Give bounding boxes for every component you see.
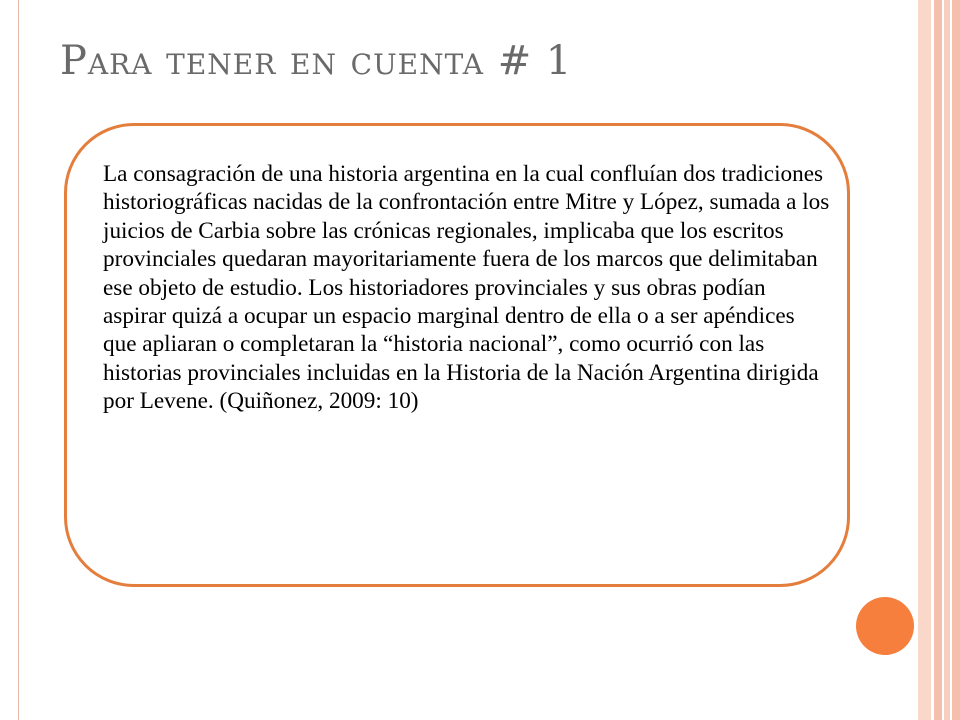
quote-box	[64, 123, 850, 587]
decorative-circle	[856, 597, 914, 655]
decorative-stripe	[918, 0, 931, 720]
decorative-stripe	[934, 0, 942, 720]
slide-title: Para tener en cuenta # 1	[60, 38, 573, 84]
left-border-line	[18, 0, 19, 720]
quote-text: La consagración de una historia argentina en la cual confluían dos tradiciones historiográficas nacidas de la confrontación entre Mitre y López, sumada a los juicios de Carbia sobre las crónicas regionales, implicaba que los escritos provinciales quedaran mayoritariamente fuera de los marcos que delimitaban ese objeto de estudio. Los historiadores provinciales y sus obras podían aspirar quizá a ocupar un espacio marginal dentro de ella o a ser apéndices que apliaran o completaran la “historia nacional”, como ocurrió con las historias provinciales incluidas en la Historia de la Nación Argentina dirigida por Levene. (Quiñonez, 2009: 10)	[103, 161, 830, 415]
decorative-stripe	[952, 0, 960, 720]
